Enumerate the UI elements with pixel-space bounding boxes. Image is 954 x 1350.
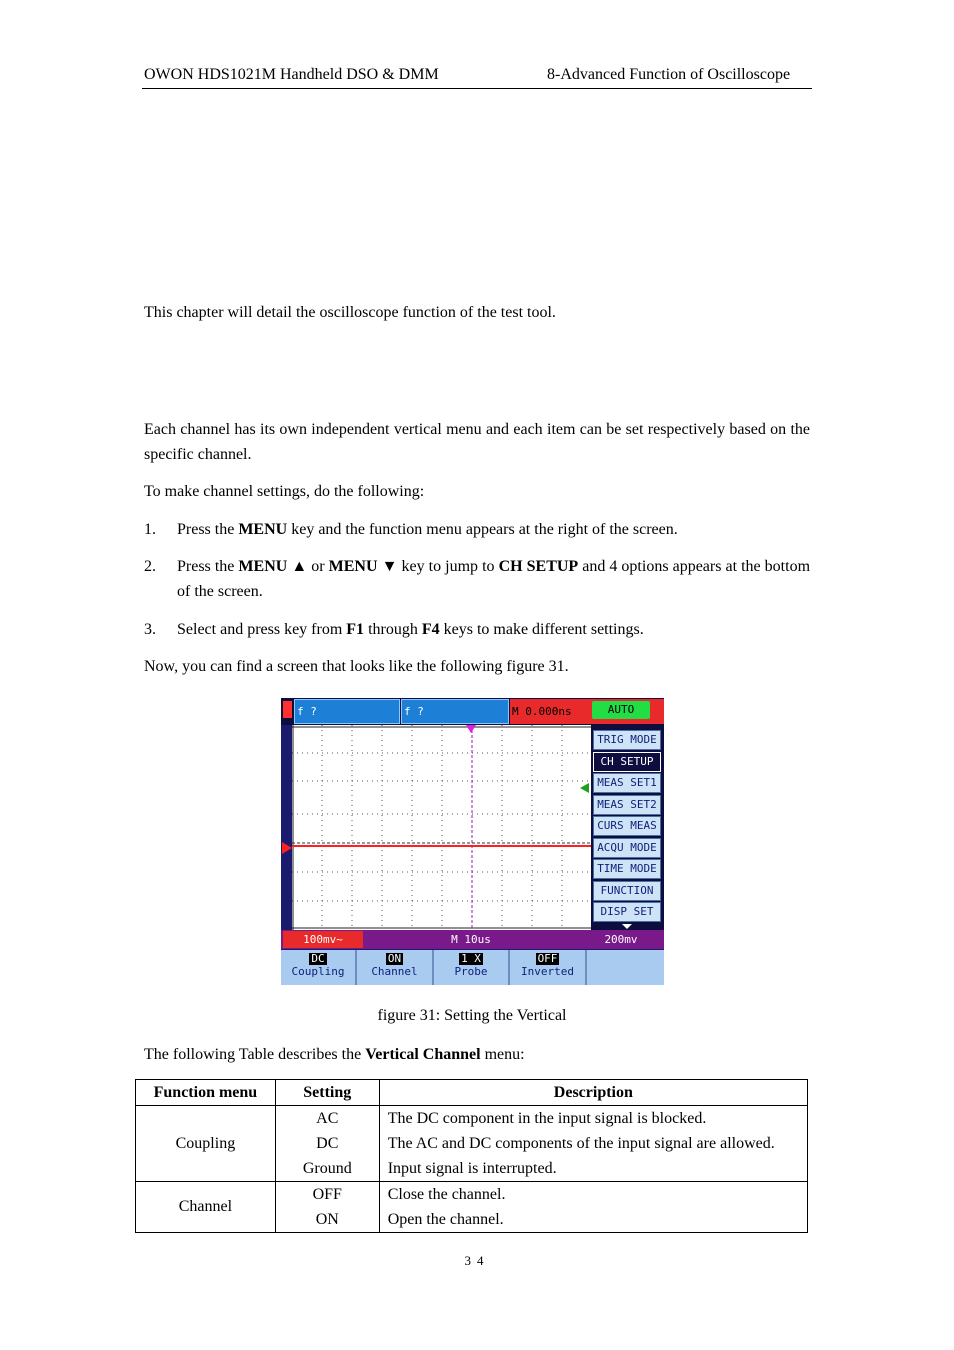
menu-item-meas-set2[interactable]: MEAS SET2 <box>593 795 661 815</box>
table-row <box>136 1106 808 1182</box>
menu-item-trig-mode[interactable]: TRIG MODE <box>593 730 661 750</box>
step-3 <box>144 617 810 642</box>
function-cell: Channel <box>136 1182 276 1233</box>
menu-scroll-down-icon[interactable] <box>622 924 632 929</box>
paragraph-figure-intro: Now, you can find a screen that looks like the following figure 31. <box>144 658 569 675</box>
probe-value: 1 X <box>461 952 481 965</box>
table-header: Function menu <box>136 1080 276 1106</box>
channel-value: ON <box>387 952 402 965</box>
setting-cell <box>275 1182 379 1233</box>
step-text: Select and press key from F1 through F4 keys to make different settings. <box>177 621 644 638</box>
f4-inverted-button[interactable] <box>510 950 587 985</box>
ch1-frequency-box <box>294 699 400 724</box>
description-text: Open the channel. <box>387 1211 504 1228</box>
setting-value: DC <box>316 1135 339 1152</box>
setting-value: Ground <box>302 1160 352 1177</box>
menu-item-disp-set[interactable]: DISP SET <box>593 902 661 922</box>
menu-item-function[interactable]: FUNCTION <box>593 881 661 901</box>
f1-coupling-button[interactable] <box>281 950 357 985</box>
waveform-grid <box>292 725 591 930</box>
ch1-ground-marker-icon <box>282 842 292 854</box>
menu-item-curs-meas[interactable]: CURS MEAS <box>593 816 661 836</box>
battery-icon <box>283 701 292 718</box>
header-right: 8-Advanced Function of Oscilloscope <box>547 66 791 83</box>
step-text: Press the MENU key and the function menu appears at the right of the screen. <box>177 521 678 538</box>
description-text: Input signal is interrupted. <box>387 1160 557 1177</box>
timebase-scale: M 10us <box>451 933 491 946</box>
ch1-scale: 100mv~ <box>283 931 363 948</box>
coupling-label: Coupling <box>291 965 345 978</box>
figure-caption: figure 31: Setting the Vertical <box>377 1007 567 1024</box>
channel-label: Channel <box>371 965 418 978</box>
description-text: The AC and DC components of the input signal are allowed. <box>387 1135 775 1152</box>
f5-empty-button[interactable] <box>587 950 664 985</box>
time-offset: M 0.000ns <box>512 705 572 718</box>
page-number: 34 <box>464 1253 490 1268</box>
menu-item-time-mode[interactable]: TIME MODE <box>593 859 661 879</box>
waveform-area <box>292 725 591 930</box>
table-intro: The following Table describes the Vertical Channel menu: <box>144 1046 525 1063</box>
header-left: OWON HDS1021M Handheld DSO & DMM <box>144 66 439 83</box>
inverted-label: Inverted <box>521 965 574 978</box>
f2-channel-button[interactable] <box>357 950 434 985</box>
step-2 <box>144 554 810 604</box>
step-number: 3. <box>144 621 156 638</box>
trigger-level-marker-icon <box>580 783 589 793</box>
menu-item-meas-set1[interactable]: MEAS SET1 <box>593 773 661 793</box>
setting-value: OFF <box>312 1186 342 1203</box>
step-1 <box>144 517 810 542</box>
description-text: The DC component in the input signal is blocked. <box>387 1110 707 1127</box>
description-cell <box>379 1106 807 1182</box>
paragraph-channel-menu: Each channel has its own independent vertical menu and each item can be set respectively based on the specific channel. <box>144 421 810 463</box>
step-number: 2. <box>144 558 156 575</box>
menu-item-acqu-mode[interactable]: ACQU MODE <box>593 838 661 858</box>
table-header: Setting <box>275 1080 379 1106</box>
description-text: Close the channel. <box>387 1186 506 1203</box>
oscilloscope-screen <box>281 698 664 985</box>
inverted-value: OFF <box>537 952 558 965</box>
description-cell <box>379 1182 807 1233</box>
header-rule <box>142 88 812 89</box>
ch2-frequency: f ? <box>404 705 424 718</box>
trigger-status: AUTO <box>592 701 650 719</box>
paragraph-settings: To make channel settings, do the following: <box>144 483 425 500</box>
setting-value: ON <box>315 1211 339 1228</box>
probe-label: Probe <box>454 965 488 978</box>
setting-cell <box>275 1106 379 1182</box>
ch2-scale: 200mv <box>604 933 638 946</box>
menu-item-ch-setup[interactable]: CH SETUP <box>593 752 661 772</box>
table-header-row <box>136 1080 808 1106</box>
step-text: Press the MENU ▲ or MENU ▼ key to jump to CH SETUP and 4 options appears at the bottom of the screen. <box>177 558 811 600</box>
function-cell: Coupling <box>136 1106 276 1182</box>
vertical-channel-table <box>135 1079 808 1233</box>
ch2-frequency-box <box>401 699 509 724</box>
coupling-value: DC <box>311 952 325 965</box>
trigger-position-icon <box>466 725 476 733</box>
step-number: 1. <box>144 521 156 538</box>
table-header: Description <box>379 1080 807 1106</box>
f3-probe-button[interactable] <box>434 950 510 985</box>
intro-paragraph: This chapter will detail the oscilloscope function of the test tool. <box>144 304 556 321</box>
table-row <box>136 1182 808 1233</box>
setting-value: AC <box>316 1110 339 1127</box>
ch1-frequency: f ? <box>297 705 317 718</box>
